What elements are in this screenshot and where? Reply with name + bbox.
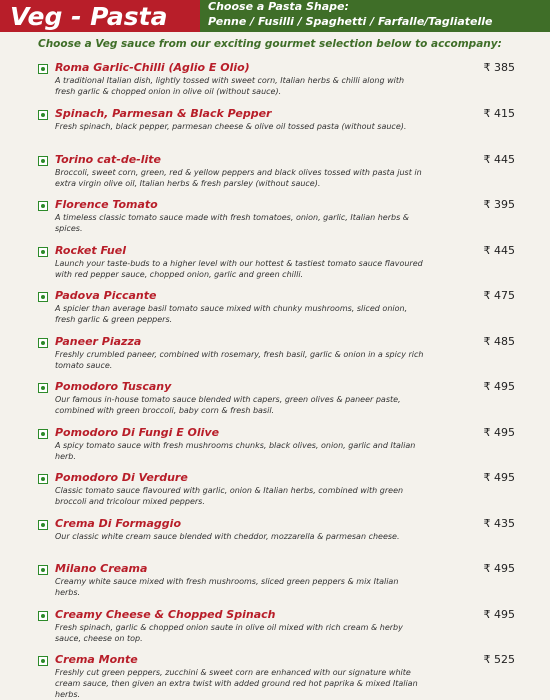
item-description: Broccoli, sweet corn, green, red & yellow peppers and black olives tossed with pasta just in extra virgin olive oil, Italian herbs & fresh parsley (without sauce). xyxy=(55,168,422,188)
item-name: Rocket Fuel xyxy=(55,244,126,257)
item-name: Crema Di Formaggio xyxy=(55,517,182,530)
item-description: Fresh spinach, black pepper, parmesan cheese & olive oil tossed pasta (without sauce). xyxy=(55,122,407,131)
item-price: ₹ 495 xyxy=(483,562,515,575)
veg-icon xyxy=(38,656,48,666)
title-banner xyxy=(0,0,200,32)
item-name: Florence Tomato xyxy=(55,198,158,211)
item-description: Freshly cut green peppers, zucchini & sweet corn are enhanced with our signature white cream sauce, then given an extra twist with added ground red hot paprika & mixed Italian herbs. xyxy=(55,668,418,699)
item-description: Fresh spinach, garlic & chopped onion saute in olive oil mixed with rich cream & herby sauce, cheese on top. xyxy=(55,623,403,643)
item-price: ₹ 495 xyxy=(483,426,515,439)
item-name: Crema Monte xyxy=(55,653,138,666)
item-price: ₹ 495 xyxy=(483,608,515,621)
item-price: ₹ 385 xyxy=(483,61,515,74)
veg-icon xyxy=(38,520,48,530)
item-description: Freshly crumbled paneer, combined with rosemary, fresh basil, garlic & onion in a spicy rich tomato sauce. xyxy=(55,350,424,370)
item-description: Classic tomato sauce flavoured with garlic, onion & Italian herbs, combined with green broccoli and tricolour mixed peppers. xyxy=(55,486,404,506)
item-description: A timeless classic tomato sauce made with fresh tomatoes, onion, garlic, Italian herbs & spices. xyxy=(55,213,410,233)
item-price: ₹ 445 xyxy=(483,153,515,166)
item-name: Spinach, Parmesan & Black Pepper xyxy=(55,107,272,120)
veg-icon xyxy=(38,64,48,74)
item-description: Our classic white cream sauce blended with cheddor, mozzarella & parmesan cheese. xyxy=(55,532,400,541)
item-name: Creamy Cheese & Chopped Spinach xyxy=(55,608,276,621)
item-price: ₹ 435 xyxy=(483,517,515,530)
page-title: Veg - Pasta xyxy=(10,1,168,31)
item-price: ₹ 415 xyxy=(483,107,515,120)
item-name: Roma Garlic-Chilli (Aglio E Olio) xyxy=(55,61,250,74)
item-price: ₹ 495 xyxy=(483,471,515,484)
veg-icon xyxy=(38,383,48,393)
item-name: Pomodoro Tuscany xyxy=(55,380,172,393)
veg-icon xyxy=(38,201,48,211)
veg-icon xyxy=(38,338,48,348)
menu-header xyxy=(0,0,550,32)
item-price: ₹ 475 xyxy=(483,289,515,302)
item-name: Torino cat-de-lite xyxy=(55,153,161,166)
veg-icon xyxy=(38,292,48,302)
item-name: Padova Piccante xyxy=(55,289,157,302)
item-description: A traditional Italian dish, lightly tossed with sweet corn, Italian herbs & chilli along with fresh garlic & chopped onion in olive oil (without sauce). xyxy=(55,76,405,96)
veg-icon xyxy=(38,247,48,257)
item-price: ₹ 495 xyxy=(483,380,515,393)
item-description: Our famous in-house tomato sauce blended with capers, green olives & paneer paste, combined with green broccoli, baby corn & fresh basil. xyxy=(55,395,401,415)
sauce-intro: Choose a Veg sauce from our exciting gourmet selection below to accompany: xyxy=(38,38,502,50)
veg-icon xyxy=(38,156,48,166)
item-name: Pomodoro Di Fungi E Olive xyxy=(55,426,220,439)
item-price: ₹ 395 xyxy=(483,198,515,211)
pasta-shape-heading: Choose a Pasta Shape: xyxy=(208,0,349,13)
item-description: A spicier than average basil tomato sauce mixed with chunky mushrooms, sliced onion, fresh garlic & green peppers. xyxy=(55,304,408,324)
item-price: ₹ 445 xyxy=(483,244,515,257)
item-description: A spicy tomato sauce with fresh mushrooms chunks, black olives, onion, garlic and Italian herb. xyxy=(55,441,416,461)
veg-icon xyxy=(38,429,48,439)
item-name: Paneer Piazza xyxy=(55,335,142,348)
pasta-shape-list: Penne / Fusilli / Spaghetti / Farfalle/Tagliatelle xyxy=(208,15,493,28)
veg-icon xyxy=(38,565,48,575)
veg-icon xyxy=(38,474,48,484)
item-name: Pomodoro Di Verdure xyxy=(55,471,188,484)
item-name: Milano Creama xyxy=(55,562,148,575)
item-description: Creamy white sauce mixed with fresh mushrooms, sliced green peppers & mix Italian herbs. xyxy=(55,577,399,597)
item-description: Launch your taste-buds to a higher level with our hottest & tastiest tomato sauce flavoured with red pepper sauce, chopped onion, garlic and green chilli. xyxy=(55,259,423,279)
veg-icon xyxy=(38,611,48,621)
pasta-shape-banner xyxy=(200,0,550,32)
item-price: ₹ 485 xyxy=(483,335,515,348)
veg-icon xyxy=(38,110,48,120)
item-price: ₹ 525 xyxy=(483,653,515,666)
